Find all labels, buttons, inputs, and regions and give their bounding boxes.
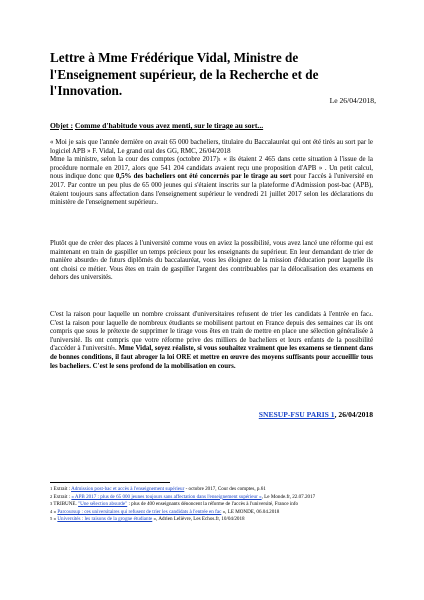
- p1-text-e: .: [156, 199, 158, 207]
- p2-text-b: de futurs diplômés du baccalauréat, vous les éloignez de la mission d'éducation pour laquelle ils ont choisi ce métier. Vous êtes en train de gaspiller l'argent des contribuables par la délocalisation des examens en dehors des universités.: [50, 257, 374, 282]
- footnote-number: 2: [50, 493, 53, 499]
- footnote-source: », LE MONDE, 06.04.2018: [221, 508, 280, 515]
- footnote-prefix: Extrait :: [52, 486, 72, 492]
- p2-text-a: Plutôt que de créer des places à l'université comme vous en aviez la possibilité, vous avez lancé une réforme qui est maintenant en train de gaspiller un temps précieux pour les enseignants du supérieur. En leur demandant de trier de manière absurde: [50, 240, 373, 265]
- subject-label: Objet :: [50, 121, 73, 130]
- p1-text-b: Mme la ministre, selon la cour des comptes (octobre 2017): [50, 156, 219, 164]
- footnote-divider: [50, 482, 170, 483]
- footnote-ref-5[interactable]: 5: [112, 346, 115, 352]
- footnote-ref-1[interactable]: 1: [218, 157, 221, 163]
- footnote-source: - octobre 2017, Cour des comptes, p.61: [184, 486, 266, 492]
- paragraph-2: [50, 240, 373, 283]
- footnote-number: 3: [50, 501, 53, 507]
- p3-text-a: C'est la raison pour laquelle un nombre croissant d'universitaires refusent de trier les candidats à l'entrée en fac: [50, 311, 370, 318]
- paragraph-1: [50, 139, 373, 208]
- subject-line: [50, 121, 263, 130]
- paragraph-3: [50, 311, 373, 371]
- p3-bold-demand: Mme Vidal, soyez réaliste, si vous souhaitez vraiment que les examens se tiennent dans de bonnes conditions, il faut abroger la loi ORE et mettre en œuvre des moyens suffisants pour accueillir tous les bacheliers. C'est le sens profond de la mobilisation en cours.: [50, 345, 373, 370]
- footnote-source: , Le Monde.fr, 22.07.2017: [261, 493, 316, 500]
- quote-text: « Moi je sais que l'année dernière on avait 65 000 bacheliers, titulaire du Baccalauréat qui ont été tirés au sort par le logiciel APB » F. Vidal, Le grand oral des GG, RMC, 26/04/2018: [50, 139, 373, 155]
- footnote-item: [50, 516, 380, 522]
- footnote-link[interactable]: Universités : les raisons de la grogne étudiante: [57, 516, 153, 523]
- footnote-prefix: Extrait :: [52, 493, 72, 500]
- footnote-number: 1: [50, 486, 53, 491]
- footnote-source: », Adrien Lelièvre, Les Echos.fr, 10/04/2018: [152, 516, 245, 523]
- p3-text-b: . C'est la raison pour laquelle de nombreux étudiants se mobilisent partout en France depuis des semaines car ils ont compris que sous le prétexte de supprimer le tirage vous êtes en train de mettre en place une sélection généralisée à l'université. Ils ont compris que votre réforme prive des milliers de bacheliers et leurs enfants de la possibilité d'accéder à l'université: [50, 311, 373, 353]
- p1-text-d: pour l'accès à l'université en 2017. Par contre un peu plus de 65 000 jeunes qui s'étaient inscrits sur la plateforme d'Admission post-bac (APB), étaient toujours sans affectation dans l'enseignement supérieur le vendredi 21 juillet 2017 selon les déclarations du ministère de l'enseignement supérieur: [50, 173, 373, 207]
- p3-text-c: .: [114, 345, 119, 353]
- footnote-item: [50, 509, 380, 515]
- footnote-link[interactable]: Admission post-bac et accès à l'enseignement supérieur: [71, 486, 185, 492]
- footnote-prefix: TRIBUNE.: [52, 501, 79, 508]
- footnote-number: 4: [50, 508, 53, 514]
- footnote-item: [50, 494, 380, 500]
- footnotes-list: [50, 486, 380, 524]
- footnote-link[interactable]: "Une sélection absurde": [78, 501, 128, 508]
- subject-text: Comme d'habitude vous avez menti, sur le tirage au sort...: [74, 121, 264, 130]
- footnote-prefix: «: [52, 516, 58, 523]
- footnote-link[interactable]: Parcoursup : ces universitaires qui refusent de trier les candidats à l'entrée en fac: [57, 508, 222, 515]
- footnote-prefix: «: [52, 508, 58, 515]
- signature: [259, 410, 373, 419]
- footnote-number: 5: [50, 516, 53, 522]
- footnote-link[interactable]: « APB 2017 : plus de 65 000 jeunes toujours sans affectation dans l'enseignement supérieur »: [71, 493, 262, 500]
- footnote-item: [50, 501, 380, 507]
- footnote-ref-4[interactable]: 4: [369, 312, 372, 317]
- document-title: Lettre à Mme Frédérique Vidal, Ministre de l'Enseignement supérieur, de la Recherche et de l'Innovation.: [50, 50, 319, 98]
- letter-date: Le 26/04/2018,: [329, 96, 376, 105]
- footnote-source: : plus de 400 enseignants dénoncent la réforme de l'accès à l'université, France info: [127, 501, 299, 508]
- footnote-ref-2[interactable]: 2: [154, 200, 157, 206]
- signature-link[interactable]: SNESUP-FSU PARIS 1: [258, 410, 335, 419]
- p1-bold-claim: 0,5% des bacheliers ont été concernés par le tirage au sort: [115, 173, 292, 181]
- footnote-ref-3[interactable]: 3: [95, 258, 99, 264]
- signature-date: , 26/04/2018: [334, 410, 373, 419]
- p1-text-c: « ils étaient 2 465 dans cette situation à l'issue de la procédure normale en 2017, alors que 541 204 candidats avaient reçu une proposition d'APB » . Un petit calcul, nous indique donc que: [50, 156, 373, 181]
- footnote-item: [50, 486, 380, 492]
